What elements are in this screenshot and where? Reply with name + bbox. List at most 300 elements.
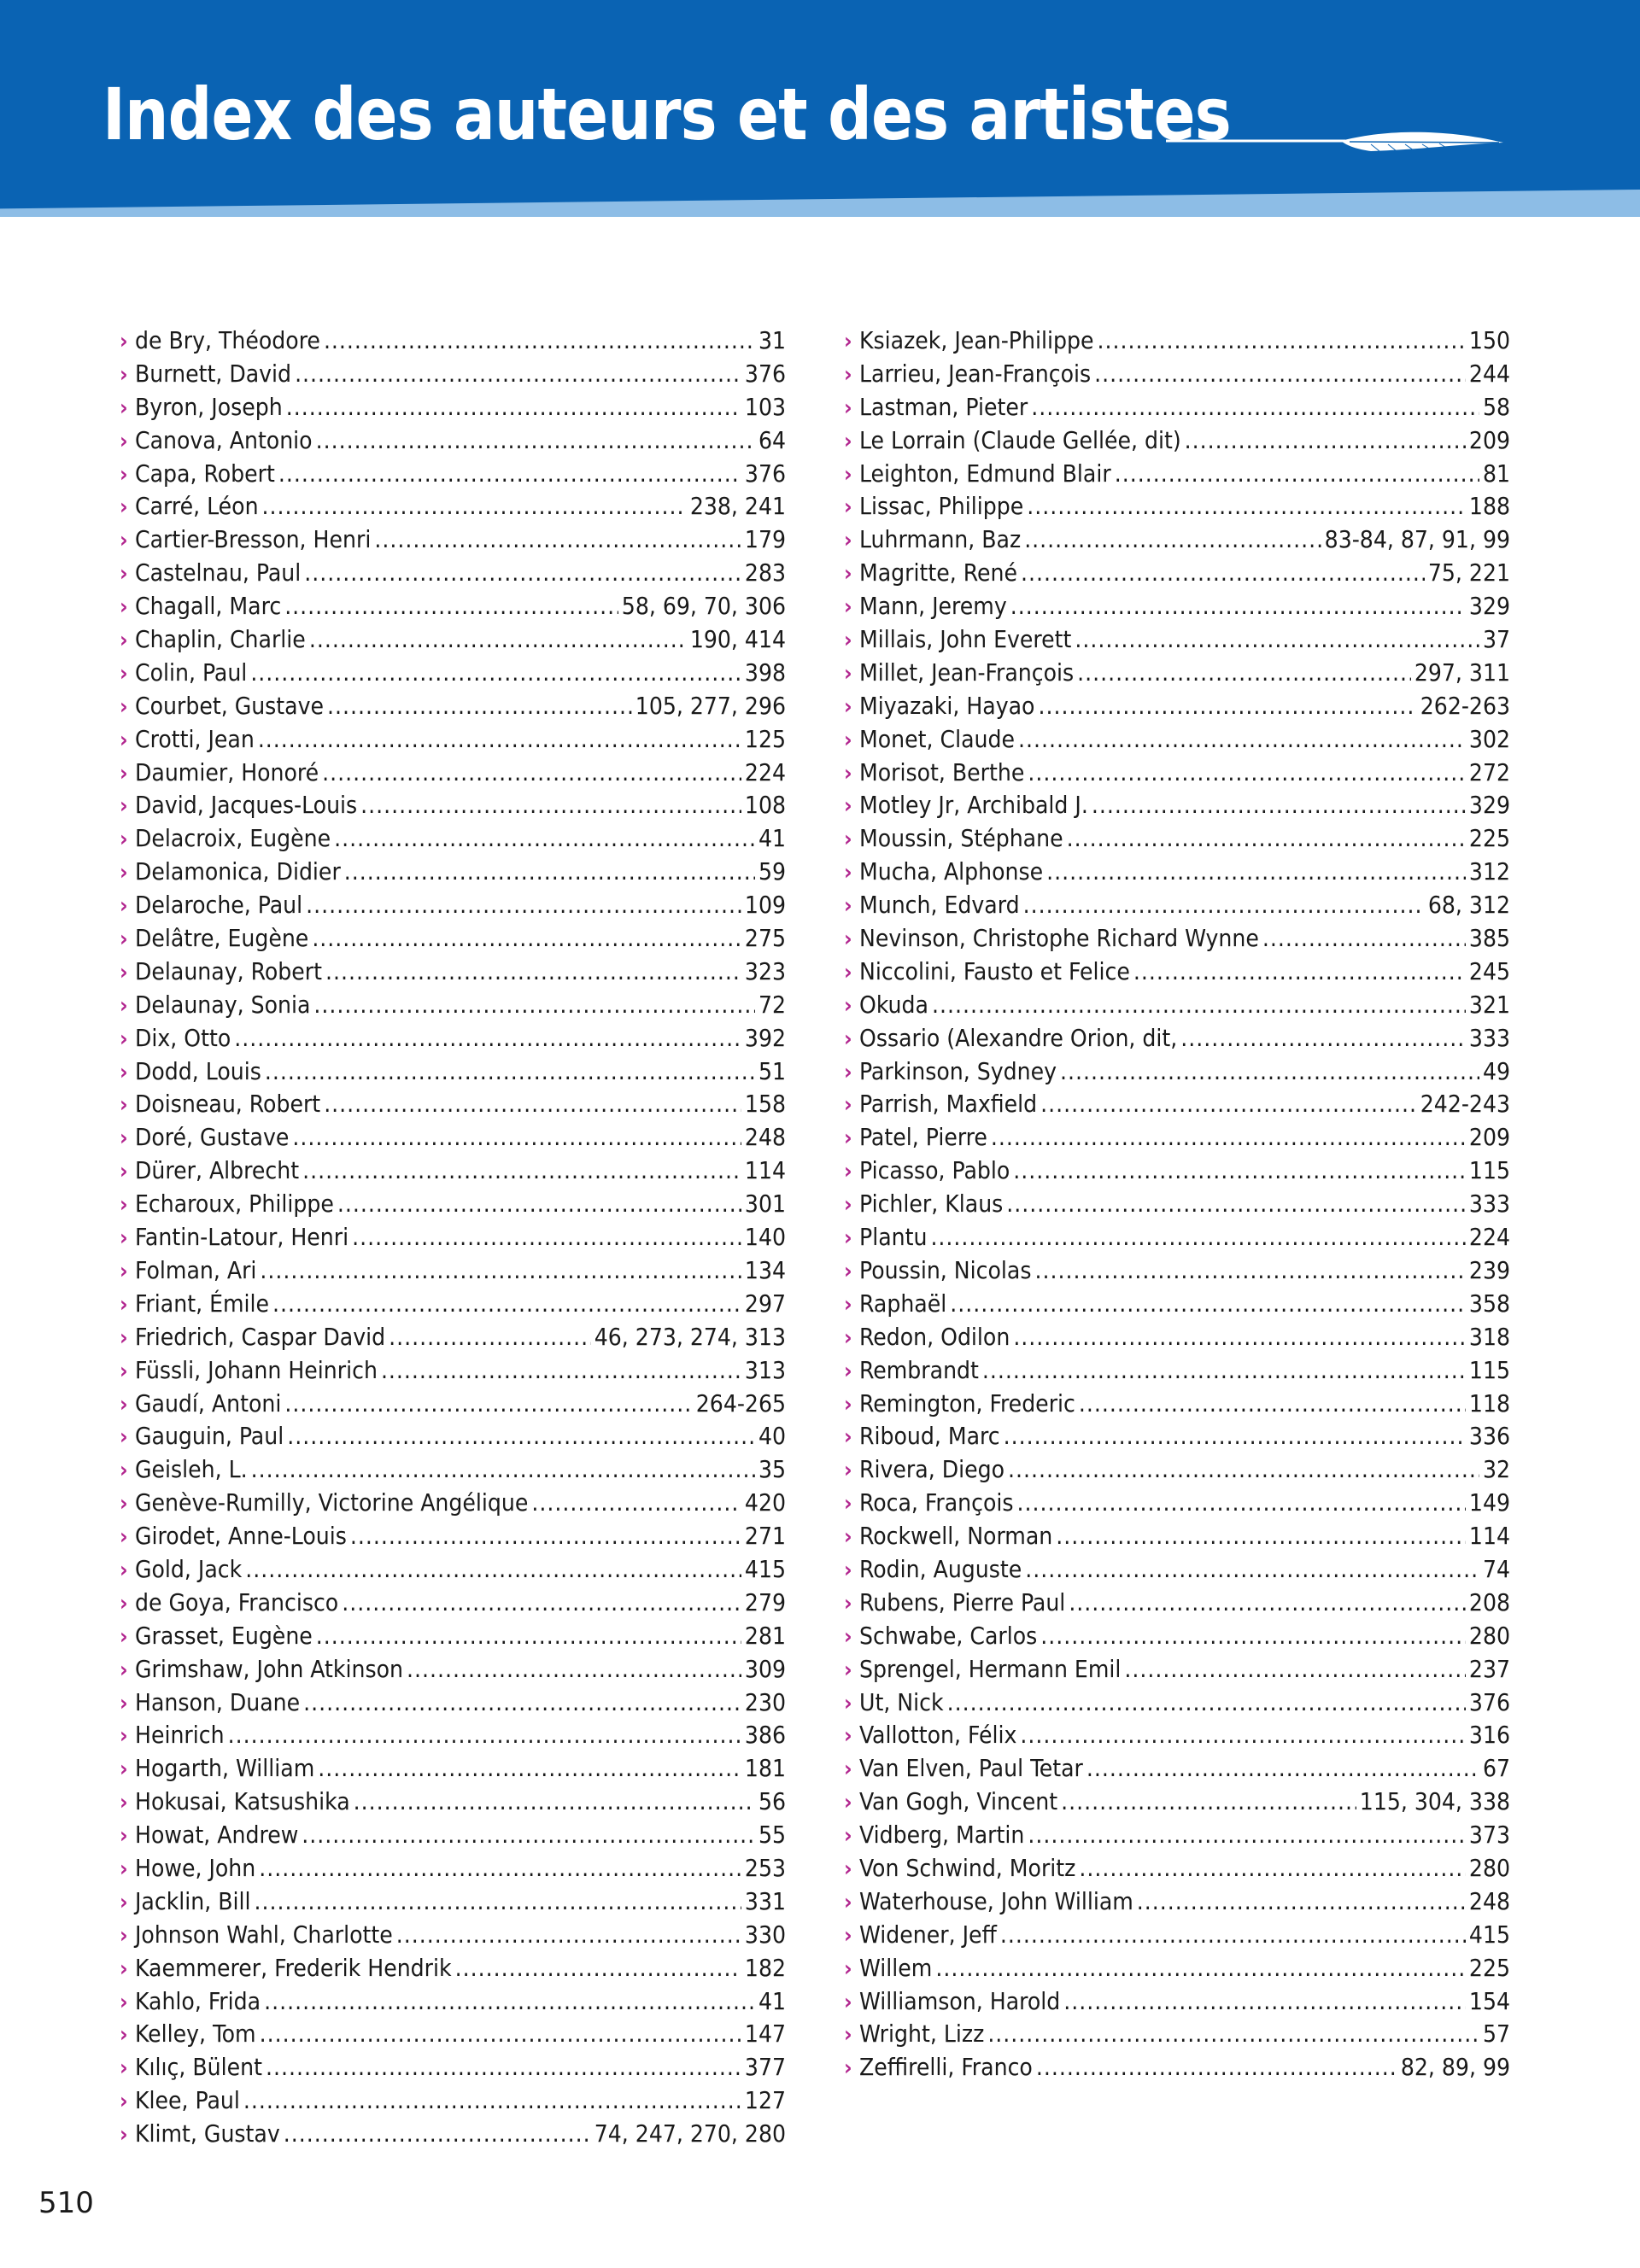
dot-leader (260, 1254, 741, 1288)
bullet-icon: › (120, 760, 128, 786)
index-column-left (120, 324, 786, 2151)
entry-name: Kelley, Tom (135, 2020, 256, 2049)
entry-pages: 140 (744, 1223, 786, 1252)
index-entry (120, 856, 786, 889)
index-entry (844, 2018, 1510, 2051)
index-entry (844, 1752, 1510, 1786)
index-column-right (844, 324, 1510, 2084)
entry-pages: 49 (1482, 1056, 1510, 1085)
bullet-icon: › (120, 1989, 128, 2015)
index-entry (844, 889, 1510, 922)
entry-pages: 57 (1482, 2020, 1510, 2049)
entry-name: Hanson, Duane (135, 1687, 301, 1716)
entry-name: Carré, Léon (135, 492, 259, 521)
entry-name: Rembrandt (859, 1355, 979, 1384)
dot-leader (1079, 1388, 1466, 1421)
bullet-icon: › (844, 1059, 852, 1085)
entry-name: Grasset, Eugène (135, 1621, 313, 1650)
index-entry (844, 557, 1510, 590)
dot-leader (352, 1221, 741, 1254)
entry-name: Klee, Paul (135, 2086, 240, 2115)
dot-leader (1060, 1055, 1479, 1089)
entry-name: Remington, Frederic (859, 1388, 1075, 1418)
bullet-icon: › (120, 727, 128, 753)
bullet-icon: › (844, 1524, 852, 1551)
bullet-icon: › (844, 1889, 852, 1915)
index-entry (120, 1653, 786, 1686)
entry-name: Monet, Claude (859, 724, 1015, 753)
entry-name: Le Lorrain (Claude Gellée, dit) (859, 425, 1181, 454)
dot-leader (1094, 358, 1466, 391)
entry-pages: 281 (744, 1621, 786, 1650)
entry-name: Howe, John (135, 1853, 256, 1882)
entry-name: Picasso, Pablo (859, 1156, 1010, 1185)
entry-name: Roca, François (859, 1488, 1014, 1517)
bullet-icon: › (844, 1258, 852, 1284)
index-entry (120, 1254, 786, 1288)
entry-name: Gold, Jack (135, 1554, 243, 1583)
entry-pages: 329 (1468, 791, 1510, 820)
bullet-icon: › (844, 1358, 852, 1384)
entry-pages: 188 (1468, 492, 1510, 521)
quill-icon (1166, 124, 1508, 158)
dot-leader (264, 1985, 755, 2019)
entry-name: Geisleh, L. (135, 1455, 248, 1484)
bullet-icon: › (120, 1590, 128, 1616)
bullet-icon: › (120, 594, 128, 621)
dot-leader (284, 590, 618, 623)
entry-pages: 398 (744, 658, 786, 687)
entry-name: Girodet, Anne-Louis (135, 1522, 347, 1551)
bullet-icon: › (120, 1358, 128, 1384)
entry-pages: 31 (758, 326, 786, 354)
dot-leader (1046, 856, 1466, 889)
bullet-icon: › (120, 2055, 128, 2082)
bullet-icon: › (844, 528, 852, 554)
dot-leader (1025, 1553, 1479, 1587)
dot-leader (342, 1587, 741, 1620)
dot-leader (245, 1553, 741, 1587)
bullet-icon: › (120, 2089, 128, 2115)
dot-leader (1028, 757, 1466, 790)
dot-leader (255, 1885, 741, 1919)
entry-pages: 41 (758, 1986, 786, 2015)
dot-leader (1061, 1786, 1356, 1819)
index-entry (844, 2051, 1510, 2084)
dot-leader (1031, 391, 1479, 424)
entry-name: Riboud, Marc (859, 1422, 1000, 1451)
dot-leader (251, 1453, 755, 1487)
bullet-icon: › (844, 2022, 852, 2049)
dot-leader (309, 623, 687, 657)
entry-pages: 280 (1468, 1621, 1510, 1650)
bullet-icon: › (844, 1092, 852, 1119)
bullet-icon: › (120, 1125, 128, 1152)
dot-leader (1180, 1022, 1466, 1055)
index-entry (844, 989, 1510, 1022)
index-entry (844, 1819, 1510, 1852)
entry-name: Zeffirelli, Franco (859, 2053, 1033, 2082)
index-entry (120, 1188, 786, 1221)
entry-pages: 64 (758, 425, 786, 454)
entry-name: Lastman, Pieter (859, 392, 1028, 421)
index-entry (844, 1288, 1510, 1321)
bullet-icon: › (844, 1955, 852, 1982)
bullet-icon: › (844, 1324, 852, 1351)
bullet-icon: › (844, 395, 852, 421)
entry-pages: 105, 277, 296 (635, 691, 786, 720)
index-entry (844, 1919, 1510, 1952)
dot-leader (278, 458, 741, 491)
index-entry (120, 623, 786, 657)
entry-name: Motley Jr, Archibald J. (859, 791, 1088, 820)
entry-name: Colin, Paul (135, 658, 248, 687)
entry-name: Pichler, Klaus (859, 1190, 1004, 1219)
entry-name: Delaunay, Robert (135, 956, 322, 985)
entry-pages: 248 (1468, 1886, 1510, 1915)
entry-pages: 114 (744, 1156, 786, 1185)
bullet-icon: › (844, 827, 852, 853)
entry-name: Ut, Nick (859, 1687, 944, 1716)
dot-leader (1115, 458, 1479, 491)
entry-pages: 264-265 (695, 1388, 786, 1418)
entry-name: Delaunay, Sonia (135, 990, 311, 1019)
entry-name: Parkinson, Sydney (859, 1056, 1057, 1085)
bullet-icon: › (844, 893, 852, 920)
index-entry (844, 424, 1510, 458)
dot-leader (262, 490, 687, 523)
bullet-icon: › (120, 1557, 128, 1583)
bullet-icon: › (844, 1026, 852, 1052)
entry-pages: 118 (1468, 1388, 1510, 1418)
entry-name: Howat, Andrew (135, 1821, 299, 1850)
index-entry (844, 1620, 1510, 1653)
entry-pages: 385 (1468, 924, 1510, 953)
bullet-icon: › (844, 1391, 852, 1418)
dot-leader (286, 391, 741, 424)
entry-name: Delamonica, Didier (135, 857, 341, 886)
bullet-icon: › (844, 1856, 852, 1882)
bullet-icon: › (120, 1258, 128, 1284)
dot-leader (1010, 590, 1466, 623)
index-entry (120, 1587, 786, 1620)
index-entry (120, 324, 786, 358)
index-entry (120, 1487, 786, 1520)
index-entry (844, 1388, 1510, 1421)
entry-name: Vidberg, Martin (859, 1821, 1025, 1850)
index-entry (120, 1420, 786, 1453)
bullet-icon: › (844, 428, 852, 454)
entry-pages: 115 (1468, 1355, 1510, 1384)
entry-name: Jacklin, Bill (135, 1886, 251, 1915)
entry-pages: 312 (1468, 857, 1510, 886)
bullet-icon: › (120, 660, 128, 687)
entry-pages: 376 (744, 359, 786, 388)
bullet-icon: › (120, 1159, 128, 1185)
bullet-icon: › (120, 395, 128, 421)
bullet-icon: › (120, 1790, 128, 1816)
bullet-icon: › (120, 1026, 128, 1052)
dot-leader (1067, 822, 1466, 856)
bullet-icon: › (120, 1723, 128, 1750)
entry-pages: 318 (1468, 1322, 1510, 1351)
index-entry (120, 2118, 786, 2151)
bullet-icon: › (844, 959, 852, 985)
entry-pages: 154 (1468, 1986, 1510, 2015)
entry-pages: 297, 311 (1414, 658, 1510, 687)
bullet-icon: › (120, 1092, 128, 1119)
dot-leader (306, 889, 741, 922)
entry-pages: 225 (1468, 824, 1510, 853)
bullet-icon: › (120, 628, 128, 654)
entry-pages: 358 (1468, 1289, 1510, 1318)
dot-leader (455, 1952, 741, 1985)
entry-pages: 224 (1468, 1223, 1510, 1252)
bullet-icon: › (120, 1324, 128, 1351)
dot-leader (991, 1121, 1466, 1154)
bullet-icon: › (844, 793, 852, 820)
entry-pages: 81 (1482, 459, 1510, 488)
entry-name: Vallotton, Félix (859, 1721, 1017, 1750)
entry-pages: 108 (744, 791, 786, 820)
bullet-icon: › (120, 1823, 128, 1850)
index-entry (120, 1952, 786, 1985)
entry-name: Magritte, René (859, 558, 1017, 587)
index-entry (120, 657, 786, 690)
index-entry (120, 1288, 786, 1321)
entry-name: Doré, Gustave (135, 1123, 290, 1152)
entry-pages: 237 (1468, 1654, 1510, 1683)
entry-pages: 55 (758, 1821, 786, 1850)
entry-name: Kahlo, Frida (135, 1986, 261, 2015)
dot-leader (1075, 623, 1479, 657)
dot-leader (272, 1288, 741, 1321)
entry-pages: 209 (1468, 1123, 1510, 1152)
dot-leader (360, 789, 741, 822)
index-entry (844, 458, 1510, 491)
entry-name: Delâtre, Eugène (135, 924, 309, 953)
entry-pages: 225 (1468, 1953, 1510, 1982)
entry-pages: 109 (744, 891, 786, 920)
index-entry (120, 690, 786, 723)
entry-pages: 75, 221 (1427, 558, 1510, 587)
entry-pages: 114 (1468, 1522, 1510, 1551)
dot-leader (1063, 1985, 1466, 2019)
bullet-icon: › (120, 827, 128, 853)
entry-name: Rockwell, Norman (859, 1522, 1053, 1551)
index-entry (120, 723, 786, 757)
entry-pages: 373 (1468, 1821, 1510, 1850)
entry-pages: 147 (744, 2020, 786, 2049)
index-entry (844, 922, 1510, 956)
dot-leader (1079, 1852, 1466, 1885)
entry-name: Parrish, Maxfield (859, 1090, 1038, 1119)
entry-pages: 68, 312 (1427, 891, 1510, 920)
entry-pages: 239 (1468, 1255, 1510, 1284)
bullet-icon: › (844, 1424, 852, 1451)
index-entry (120, 391, 786, 424)
entry-pages: 190, 414 (689, 625, 786, 654)
bullet-icon: › (844, 1723, 852, 1750)
index-entry (120, 1321, 786, 1354)
dot-leader (1000, 1919, 1466, 1952)
index-entry (120, 2018, 786, 2051)
index-entry (120, 557, 786, 590)
entry-name: Van Elven, Paul Tetar (859, 1754, 1083, 1783)
entry-pages: 224 (744, 757, 786, 786)
entry-pages: 279 (744, 1587, 786, 1616)
index-entry (120, 1453, 786, 1487)
entry-pages: 271 (744, 1522, 786, 1551)
page-number: 510 (38, 2186, 94, 2220)
index-entry (844, 1354, 1510, 1388)
bullet-icon: › (844, 1590, 852, 1616)
index-entry (120, 1520, 786, 1553)
bullet-icon: › (120, 1623, 128, 1650)
bullet-icon: › (120, 1524, 128, 1551)
dot-leader (1006, 1188, 1466, 1221)
entry-name: Raphaël (859, 1289, 947, 1318)
index-entry (844, 723, 1510, 757)
entry-name: Daumier, Honoré (135, 757, 319, 786)
index-entry (844, 1022, 1510, 1055)
index-entry (120, 1686, 786, 1720)
entry-name: Millais, John Everett (859, 625, 1072, 654)
page-title: Index des auteurs et des artistes (102, 73, 1231, 156)
entry-name: Poussin, Nicolas (859, 1255, 1032, 1284)
entry-pages: 420 (744, 1488, 786, 1517)
entry-name: Echaroux, Philippe (135, 1190, 334, 1219)
bullet-icon: › (844, 594, 852, 621)
bullet-icon: › (120, 1856, 128, 1882)
entry-pages: 149 (1468, 1488, 1510, 1517)
bullet-icon: › (120, 1192, 128, 1219)
index-entry (844, 822, 1510, 856)
entry-name: Larrieu, Jean-François (859, 359, 1092, 388)
index-entry (120, 523, 786, 557)
entry-name: Doisneau, Robert (135, 1090, 321, 1119)
entry-name: Gaudí, Antoni (135, 1388, 282, 1418)
index-entry (120, 1354, 786, 1388)
entry-name: Chagall, Marc (135, 592, 282, 621)
dot-leader (1124, 1653, 1466, 1686)
dot-leader (1038, 690, 1416, 723)
bullet-icon: › (844, 1989, 852, 2015)
bullet-icon: › (844, 561, 852, 587)
index-entry (120, 1055, 786, 1089)
index-entry (120, 1620, 786, 1653)
bullet-icon: › (120, 2022, 128, 2049)
entry-pages: 72 (758, 990, 786, 1019)
index-entry (844, 1653, 1510, 1686)
dot-leader (284, 1388, 692, 1421)
bullet-icon: › (844, 860, 852, 886)
entry-name: Wright, Lizz (859, 2020, 985, 2049)
entry-name: Morisot, Berthe (859, 757, 1025, 786)
entry-name: Waterhouse, John William (859, 1886, 1133, 1915)
entry-name: Rubens, Pierre Paul (859, 1587, 1066, 1616)
entry-pages: 333 (1468, 1023, 1510, 1052)
bullet-icon: › (844, 1690, 852, 1716)
entry-name: Ossario (Alexandre Orion, dit, (859, 1023, 1178, 1052)
index-entry (844, 1786, 1510, 1819)
index-entry (844, 1453, 1510, 1487)
dot-leader (295, 358, 741, 391)
dot-leader (324, 324, 755, 358)
bullet-icon: › (844, 1491, 852, 1517)
entry-name: Mann, Jeremy (859, 592, 1007, 621)
index-entry (844, 1121, 1510, 1154)
bullet-icon: › (120, 1424, 128, 1451)
entry-name: Millet, Jean-François (859, 658, 1075, 687)
entry-name: Von Schwind, Moritz (859, 1853, 1076, 1882)
entry-name: Hogarth, William (135, 1754, 315, 1783)
index-entry (120, 1719, 786, 1752)
entry-name: Rodin, Auguste (859, 1554, 1022, 1583)
index-entry (120, 1819, 786, 1852)
entry-pages: 181 (744, 1754, 786, 1783)
entry-name: Füssli, Johann Heinrich (135, 1355, 378, 1384)
bullet-icon: › (120, 693, 128, 720)
index-entry (844, 324, 1510, 358)
entry-name: Lissac, Philippe (859, 492, 1024, 521)
bullet-icon: › (844, 760, 852, 786)
bullet-icon: › (844, 1922, 852, 1949)
dot-leader (1028, 1819, 1466, 1852)
dot-leader (327, 690, 632, 723)
bullet-icon: › (844, 1159, 852, 1185)
dot-leader (334, 822, 755, 856)
dot-leader (1069, 1587, 1466, 1620)
index-entry (120, 1985, 786, 2019)
bullet-icon: › (844, 1291, 852, 1318)
dot-leader (260, 2018, 741, 2051)
bullet-icon: › (120, 1757, 128, 1783)
bullet-icon: › (844, 1657, 852, 1683)
bullet-icon: › (844, 926, 852, 953)
index-entry (120, 889, 786, 922)
entry-pages: 301 (744, 1190, 786, 1219)
dot-leader (950, 1288, 1466, 1321)
index-entry (844, 1188, 1510, 1221)
dot-leader (318, 1752, 741, 1786)
index-entry (844, 789, 1510, 822)
index-entry (120, 1919, 786, 1952)
dot-leader (312, 922, 741, 956)
bullet-icon: › (844, 1757, 852, 1783)
entry-pages: 115 (1468, 1156, 1510, 1185)
dot-leader (1097, 324, 1465, 358)
bullet-icon: › (844, 1790, 852, 1816)
entry-name: Gauguin, Paul (135, 1422, 284, 1451)
index-entry (120, 2051, 786, 2084)
bullet-icon: › (120, 1391, 128, 1418)
index-entry (844, 856, 1510, 889)
dot-leader (374, 523, 741, 557)
index-entry (844, 1321, 1510, 1354)
index-entry (844, 1553, 1510, 1587)
entry-pages: 37 (1482, 625, 1510, 654)
bullet-icon: › (844, 361, 852, 388)
entry-name: Willem (859, 1953, 933, 1982)
entry-name: Friant, Émile (135, 1289, 270, 1318)
index-entry (844, 1487, 1510, 1520)
entry-name: Klimt, Gustav (135, 2119, 280, 2148)
entry-pages: 58 (1482, 392, 1510, 421)
index-entry (844, 523, 1510, 557)
bullet-icon: › (844, 1125, 852, 1152)
dot-leader (292, 1121, 741, 1154)
